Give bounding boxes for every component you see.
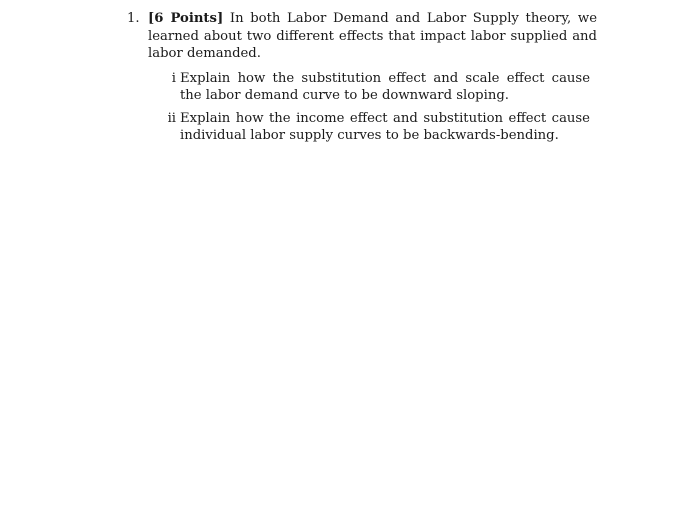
question-number: 1. xyxy=(127,11,140,26)
subpart-ii xyxy=(164,110,590,145)
points-label: [6 Points] xyxy=(148,11,224,26)
subpart-text: Explain how the income effect and substitution effect cause individual labor supply curves to be backwards-bending. xyxy=(180,110,590,143)
subpart-list xyxy=(164,70,590,145)
question-text: In both Labor Demand and Labor Supply theory, we learned about two different effects that impact labor supplied and labor demanded. xyxy=(148,11,597,61)
subpart-marker: i xyxy=(171,70,176,86)
subpart-marker: ii xyxy=(167,110,176,126)
question-1 xyxy=(127,10,597,150)
subpart-text: Explain how the substitution effect and scale effect cause the labor demand curve to be downward sloping. xyxy=(180,70,590,103)
question-stem xyxy=(127,10,597,63)
subpart-i xyxy=(164,70,590,105)
question-body xyxy=(148,10,597,63)
